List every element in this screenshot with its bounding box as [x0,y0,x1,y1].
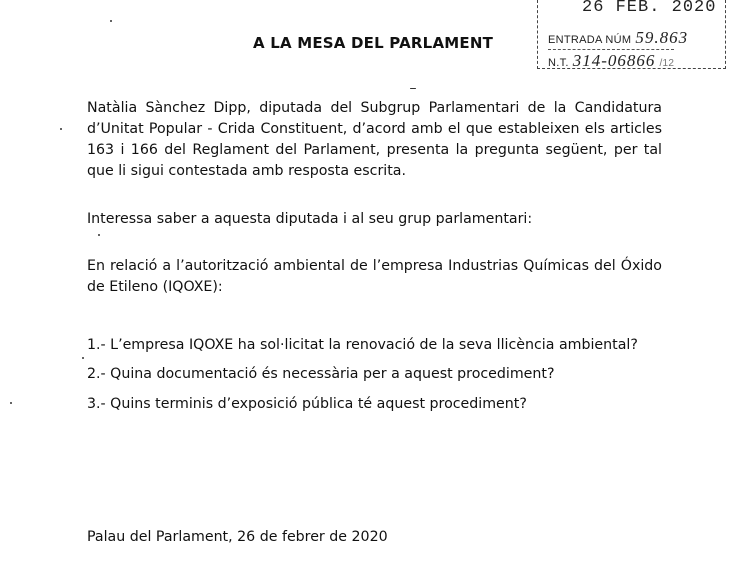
document-title: A LA MESA DEL PARLAMENT [253,34,494,52]
stamp-nt-row [548,49,674,71]
signature-place-date: Palau del Parlament, 26 de febrer de 2020 [87,529,388,545]
scan-speck [82,357,84,359]
scan-speck [98,234,100,236]
stamp-date: 26 FEB. 2020 [582,0,717,17]
registry-stamp [537,0,726,69]
scan-speck [110,20,112,22]
intro-paragraph: Natàlia Sànchez Dipp, diputada del Subgrup Parlamentari de la Candidatura d’Unitat Popular - Crida Constituent, d’acord amb el que estableixen els articles 163 i 166 del Reglament del Parlament, presenta la pregunta següent, per tal que li sigui contestada amb resposta escrita. [87,100,662,179]
stamp-entrada-label: ENTRADA NÚM [548,34,632,46]
scan-speck [60,128,62,130]
scan-speck [10,402,12,404]
stamp-entrada-row [548,28,688,48]
stamp-nt-suffix: /12 [659,58,675,69]
stamp-entrada-number: 59.863 [635,28,689,47]
relation-paragraph: En relació a l’autorització ambiental de l’empresa Industrias Químicas del Óxido de Etileno (IQOXE): [87,258,662,295]
stamp-nt-label: N.T. [548,57,569,69]
question-3: 3.- Quins terminis d’exposició pública té aquest procediment? [87,396,527,412]
scan-speck [410,88,416,89]
interest-paragraph: Interessa saber a aquesta diputada i al seu grup parlamentari: [87,211,533,227]
stamp-nt-number: 314-06866 [572,51,656,70]
question-2: 2.- Quina documentació és necessària per a aquest procediment? [87,366,555,382]
question-1: 1.- L’empresa IQOXE ha sol·licitat la renovació de la seva llicència ambiental? [87,337,638,353]
